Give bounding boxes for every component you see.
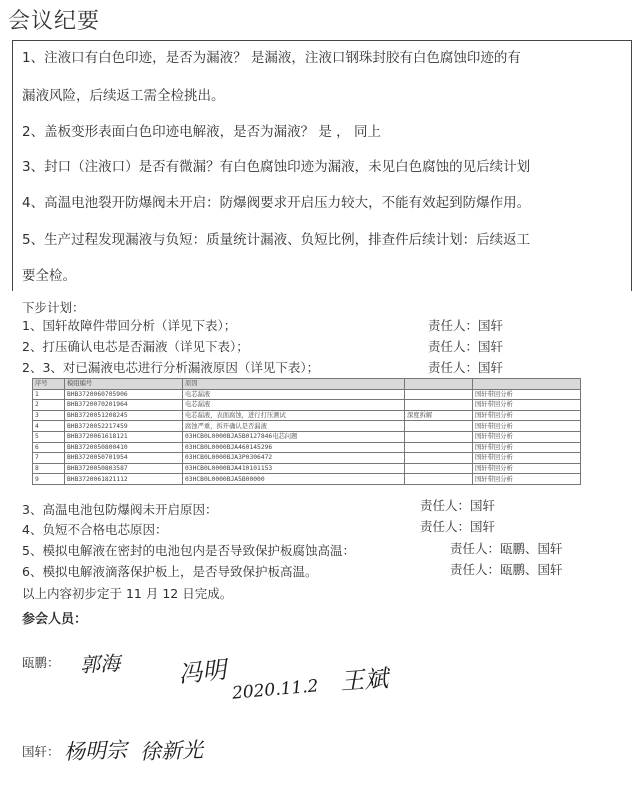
plan-item-2-owner: 责任人：国轩 — [428, 339, 504, 354]
table-cell: 腐蚀严重，拆开确认是否漏液 — [183, 421, 405, 432]
table-cell: BHB3720060705906 — [65, 389, 183, 400]
table-cell — [405, 421, 473, 432]
plan-item-1-owner: 责任人：国轩 — [428, 318, 504, 333]
table-cell: 国轩带回分析 — [473, 463, 581, 474]
table-cell: BHB3720050803587 — [65, 463, 183, 474]
table-cell — [405, 453, 473, 464]
document-title: 会议纪要 — [8, 9, 101, 34]
table-cell — [405, 400, 473, 411]
table-cell: 国轩带回分析 — [473, 453, 581, 464]
table-cell: 2 — [33, 400, 65, 411]
table-cell: 03HCB0L0000BJA5B0127846电芯问题 — [183, 431, 405, 442]
signature-date: 2020.11.2 — [231, 676, 320, 704]
table-row — [33, 442, 581, 453]
plan-item-4-owner: 责任人：国轩 — [420, 498, 496, 513]
table-row — [33, 410, 581, 421]
table-cell: BHB3720061618121 — [65, 431, 183, 442]
table-cell: 03HCB0L0000BJA460145296 — [183, 442, 405, 453]
item-4: 4、高温电池裂开防爆阀未开启：防爆阀要求开启压力较大，不能有效起到防爆作用。 — [22, 195, 531, 211]
table-cell: 03HCB0L0000BJA5B00000 — [183, 474, 405, 485]
table-cell: BHB3720052217459 — [65, 421, 183, 432]
plan-item-1: 1、国轩故障件带回分析（详见下表）； — [22, 318, 237, 333]
table-cell: 国轩带回分析 — [473, 400, 581, 411]
party-b-label: 国轩： — [22, 744, 60, 759]
table-cell: 8 — [33, 463, 65, 474]
signature-b1: 杨明宗 — [63, 737, 128, 765]
party-a-label: 瓯鹏： — [22, 655, 60, 670]
plan-heading: 下步计划： — [22, 300, 85, 315]
table-cell: 5 — [33, 431, 65, 442]
table-header-cell: 序号 — [33, 379, 65, 390]
table-cell — [405, 431, 473, 442]
table-cell: 电芯漏液，表面腐蚀，进行打压测试 — [183, 410, 405, 421]
table-cell: 3 — [33, 410, 65, 421]
table-cell: 国轩带回分析 — [473, 474, 581, 485]
signature-a3: 王斌 — [339, 664, 390, 696]
table-cell — [405, 442, 473, 453]
table-cell: BHB3720050701954 — [65, 453, 183, 464]
fault-module-table — [32, 378, 581, 485]
table-cell: BHB3720061821112 — [65, 474, 183, 485]
item-5-line-1: 5、生产过程发现漏液与负短：质量统计漏液、负短比例，排查件后续计划：后续返工 — [22, 232, 531, 248]
plan-item-3: 2、3、对已漏液电芯进行分析漏液原因（详见下表）； — [22, 360, 320, 375]
table-row — [33, 474, 581, 485]
table-cell: 国轩带回分析 — [473, 410, 581, 421]
table-cell: 03HCB0L0000BJA410101153 — [183, 463, 405, 474]
signature-b2: 徐新光 — [139, 737, 204, 765]
table-header-cell: 模组编号 — [65, 379, 183, 390]
attendees-heading: 参会人员： — [22, 612, 88, 627]
table-row — [33, 463, 581, 474]
table-cell: 国轩带回分析 — [473, 442, 581, 453]
table-header-row — [33, 379, 581, 390]
item-1-line-2: 漏液风险，后续返工需全检挑出。 — [22, 88, 225, 104]
table-cell: 7 — [33, 453, 65, 464]
deadline-note: 以上内容初步定于 11 月 12 日完成。 — [22, 586, 233, 601]
plan-item-7: 6、模拟电解液滴落保护板上，是否导致保护板高温。 — [22, 564, 318, 579]
plan-item-6-owner: 责任人：瓯鹏、国轩 — [450, 541, 563, 556]
table-header-cell — [473, 379, 581, 390]
table-cell — [405, 389, 473, 400]
plan-item-2: 2、打压确认电芯是否漏液（详见下表）； — [22, 339, 249, 354]
table-cell: 03HCB0L0000BJA3P0306472 — [183, 453, 405, 464]
item-1-line-1: 1、注液口有白色印迹，是否为漏液？ 是漏液，注液口钢珠封胶有白色腐蚀印迹的有 — [22, 50, 521, 66]
table-row — [33, 389, 581, 400]
plan-item-6: 5、模拟电解液在密封的电池包内是否导致保护板腐蚀高温： — [22, 543, 355, 558]
table-row — [33, 431, 581, 442]
table-cell: 国轩带回分析 — [473, 421, 581, 432]
table-cell: 电芯漏液 — [183, 389, 405, 400]
plan-item-7-owner: 责任人：瓯鹏、国轩 — [450, 562, 563, 577]
plan-item-5: 4、负短不合格电芯原因： — [22, 522, 168, 537]
table-cell: BHB3720070201964 — [65, 400, 183, 411]
table-cell: 9 — [33, 474, 65, 485]
signature-a1: 郭海 — [79, 650, 121, 678]
table-cell — [405, 463, 473, 474]
table-cell — [405, 474, 473, 485]
item-5-line-2: 要全检。 — [22, 268, 76, 284]
table-cell: BHB3720050800410 — [65, 442, 183, 453]
table-cell: 深度拆解 — [405, 410, 473, 421]
item-3: 3、封口（注液口）是否有微漏？有白色腐蚀印迹为漏液，未见白色腐蚀的见后续计划 — [22, 159, 531, 175]
table-cell: 1 — [33, 389, 65, 400]
table-cell: 电芯漏液 — [183, 400, 405, 411]
table-cell: 4 — [33, 421, 65, 432]
table-header-cell — [405, 379, 473, 390]
table-header-cell: 原因 — [183, 379, 405, 390]
table-row — [33, 421, 581, 432]
plan-item-5-owner: 责任人：国轩 — [420, 519, 496, 534]
table-cell: 国轩带回分析 — [473, 431, 581, 442]
table-row — [33, 400, 581, 411]
signature-a2: 冯明 — [176, 655, 228, 689]
plan-item-3-owner: 责任人：国轩 — [428, 360, 504, 375]
table-cell: 国轩带回分析 — [473, 389, 581, 400]
plan-item-4: 3、高温电池包防爆阀未开启原因： — [22, 502, 218, 517]
table-row — [33, 453, 581, 464]
table-cell: 6 — [33, 442, 65, 453]
table-cell: BHB3720051208245 — [65, 410, 183, 421]
item-2: 2、盖板变形表面白色印迹电解液，是否为漏液？ 是 ， 同上 — [22, 124, 381, 140]
